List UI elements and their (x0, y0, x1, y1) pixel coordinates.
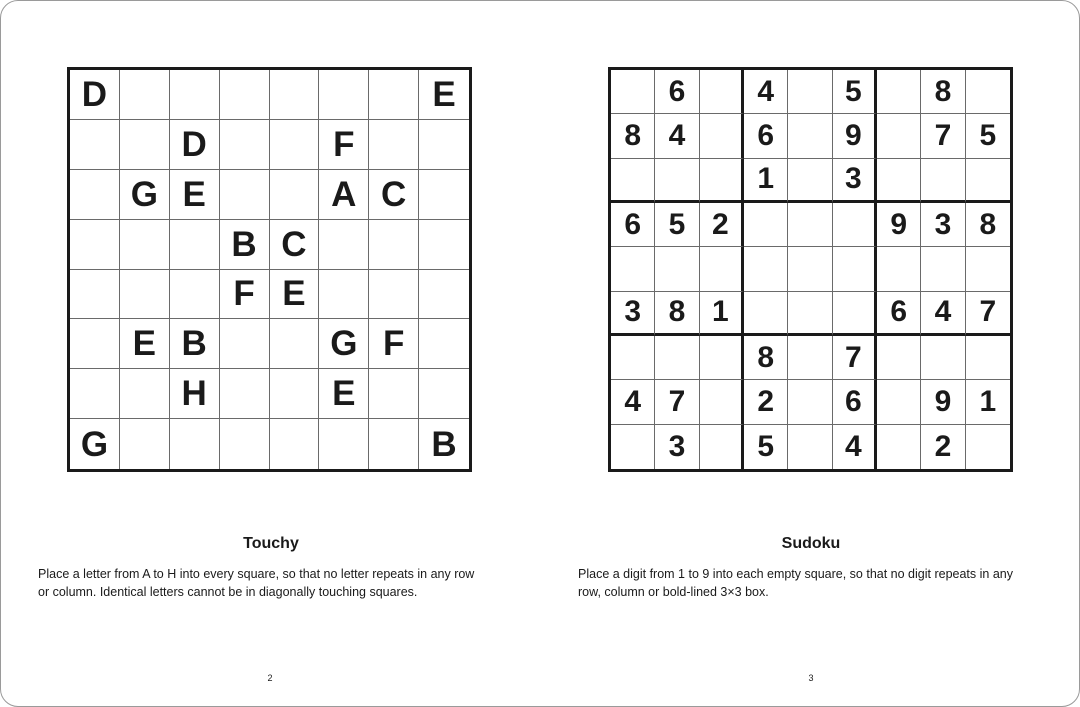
sudoku-cell[interactable] (966, 70, 1010, 114)
sudoku-cell[interactable] (655, 159, 699, 203)
sudoku-cell: 6 (611, 203, 655, 247)
sudoku-cell[interactable] (833, 203, 877, 247)
page-left (1, 1, 541, 706)
touchy-cell[interactable] (270, 319, 320, 369)
touchy-cell[interactable] (319, 419, 369, 469)
touchy-cell: G (319, 319, 369, 369)
sudoku-cell[interactable] (700, 247, 744, 291)
sudoku-cell: 3 (921, 203, 965, 247)
page-number-right: 3 (808, 673, 814, 683)
sudoku-cell[interactable] (611, 425, 655, 469)
sudoku-cell[interactable] (788, 247, 832, 291)
sudoku-cell[interactable] (788, 70, 832, 114)
sudoku-cell[interactable] (833, 247, 877, 291)
sudoku-cell[interactable] (700, 159, 744, 203)
sudoku-cell: 3 (655, 425, 699, 469)
sudoku-cell[interactable] (921, 247, 965, 291)
sudoku-cell[interactable] (966, 425, 1010, 469)
sudoku-cell[interactable] (744, 292, 788, 336)
touchy-cell[interactable] (369, 70, 419, 120)
touchy-cell[interactable] (170, 419, 220, 469)
sudoku-cell: 1 (744, 159, 788, 203)
touchy-cell[interactable] (419, 369, 469, 419)
sudoku-cell: 1 (966, 380, 1010, 424)
sudoku-cell[interactable] (877, 336, 921, 380)
touchy-cell[interactable] (120, 369, 170, 419)
sudoku-cell[interactable] (921, 159, 965, 203)
touchy-cell[interactable] (369, 369, 419, 419)
page-number-left: 2 (267, 673, 273, 683)
touchy-cell[interactable] (120, 419, 170, 469)
touchy-cell: F (319, 120, 369, 170)
sudoku-cell[interactable] (700, 70, 744, 114)
touchy-cell: A (319, 170, 369, 220)
sudoku-cell: 5 (655, 203, 699, 247)
sudoku-cell[interactable] (788, 159, 832, 203)
sudoku-cell: 5 (833, 70, 877, 114)
touchy-cell[interactable] (170, 270, 220, 320)
touchy-cell[interactable] (120, 70, 170, 120)
sudoku-cell[interactable] (966, 247, 1010, 291)
sudoku-cell: 4 (655, 114, 699, 158)
sudoku-grid (608, 67, 1013, 472)
sudoku-cell[interactable] (611, 336, 655, 380)
touchy-cell: H (170, 369, 220, 419)
sudoku-cell: 8 (966, 203, 1010, 247)
touchy-cell[interactable] (220, 170, 270, 220)
sudoku-cell[interactable] (788, 380, 832, 424)
touchy-cell[interactable] (369, 419, 419, 469)
sudoku-cell[interactable] (611, 247, 655, 291)
touchy-cell[interactable] (70, 369, 120, 419)
sudoku-cell: 9 (921, 380, 965, 424)
touchy-grid (67, 67, 472, 472)
sudoku-cell: 6 (655, 70, 699, 114)
sudoku-cell: 4 (921, 292, 965, 336)
touchy-cell[interactable] (319, 270, 369, 320)
touchy-cell[interactable] (270, 369, 320, 419)
touchy-cell[interactable] (369, 120, 419, 170)
sudoku-cell: 8 (744, 336, 788, 380)
sudoku-cell[interactable] (611, 159, 655, 203)
touchy-cell[interactable] (120, 220, 170, 270)
sudoku-cell[interactable] (700, 114, 744, 158)
touchy-cell[interactable] (319, 220, 369, 270)
touchy-cell: E (419, 70, 469, 120)
puzzle-title-sudoku: Sudoku (781, 535, 841, 552)
sudoku-cell: 7 (921, 114, 965, 158)
sudoku-cell: 5 (966, 114, 1010, 158)
puzzle-title-touchy: Touchy (243, 535, 299, 552)
touchy-cell: G (70, 419, 120, 469)
touchy-cell[interactable] (120, 270, 170, 320)
touchy-cell[interactable] (220, 419, 270, 469)
touchy-cell: E (319, 369, 369, 419)
sudoku-cell: 6 (833, 380, 877, 424)
sudoku-cell: 5 (744, 425, 788, 469)
sudoku-cell[interactable] (611, 70, 655, 114)
touchy-cell: E (170, 170, 220, 220)
touchy-cell[interactable] (419, 170, 469, 220)
puzzle-instructions-sudoku: Place a digit from 1 to 9 into each empty square, so that no digit repeats in any row, column or bold-lined 3×3 box. (578, 567, 1013, 599)
sudoku-cell[interactable] (921, 336, 965, 380)
touchy-cell[interactable] (70, 220, 120, 270)
sudoku-cell[interactable] (877, 380, 921, 424)
touchy-cell: F (369, 319, 419, 369)
touchy-cell[interactable] (419, 120, 469, 170)
sudoku-cell: 4 (611, 380, 655, 424)
sudoku-cell[interactable] (877, 70, 921, 114)
sudoku-cell[interactable] (877, 114, 921, 158)
sudoku-cell: 6 (744, 114, 788, 158)
puzzle-instructions-touchy: Place a letter from A to H into every square, so that no letter repeats in any row or column. Identical letters cannot be in diagonally touching squares. (38, 567, 475, 599)
sudoku-cell[interactable] (655, 336, 699, 380)
touchy-cell: G (120, 170, 170, 220)
touchy-cell[interactable] (319, 70, 369, 120)
sudoku-cell[interactable] (966, 159, 1010, 203)
touchy-cell: B (170, 319, 220, 369)
page-right (541, 1, 1080, 706)
touchy-cell[interactable] (70, 120, 120, 170)
touchy-cell[interactable] (170, 220, 220, 270)
sudoku-cell[interactable] (877, 247, 921, 291)
sudoku-cell: 4 (833, 425, 877, 469)
touchy-cell[interactable] (120, 120, 170, 170)
touchy-cell[interactable] (70, 319, 120, 369)
sudoku-cell: 8 (921, 70, 965, 114)
sudoku-cell: 9 (833, 114, 877, 158)
touchy-cell: C (270, 220, 320, 270)
touchy-cell[interactable] (270, 419, 320, 469)
touchy-cell[interactable] (369, 270, 419, 320)
touchy-cell[interactable] (70, 270, 120, 320)
sudoku-cell: 2 (921, 425, 965, 469)
sudoku-cell[interactable] (700, 380, 744, 424)
touchy-cell: C (369, 170, 419, 220)
sudoku-cell[interactable] (744, 247, 788, 291)
sudoku-cell: 2 (744, 380, 788, 424)
sudoku-cell: 9 (877, 203, 921, 247)
touchy-cell[interactable] (170, 70, 220, 120)
sudoku-cell: 3 (833, 159, 877, 203)
touchy-cell[interactable] (270, 170, 320, 220)
touchy-cell[interactable] (270, 70, 320, 120)
sudoku-cell[interactable] (788, 203, 832, 247)
touchy-cell[interactable] (220, 70, 270, 120)
sudoku-cell: 8 (655, 292, 699, 336)
sudoku-cell: 1 (700, 292, 744, 336)
sudoku-cell[interactable] (788, 114, 832, 158)
touchy-cell[interactable] (220, 120, 270, 170)
sudoku-cell: 4 (744, 70, 788, 114)
touchy-cell[interactable] (220, 369, 270, 419)
sudoku-cell[interactable] (877, 425, 921, 469)
sudoku-cell[interactable] (744, 203, 788, 247)
sudoku-cell[interactable] (788, 336, 832, 380)
touchy-cell[interactable] (70, 170, 120, 220)
sudoku-cell: 7 (833, 336, 877, 380)
touchy-cell[interactable] (220, 319, 270, 369)
sudoku-cell[interactable] (877, 159, 921, 203)
sudoku-cell[interactable] (788, 425, 832, 469)
sudoku-cell[interactable] (788, 292, 832, 336)
sudoku-cell[interactable] (700, 425, 744, 469)
sudoku-cell[interactable] (700, 336, 744, 380)
touchy-cell[interactable] (419, 220, 469, 270)
touchy-cell: F (220, 270, 270, 320)
touchy-cell: E (270, 270, 320, 320)
sudoku-cell: 7 (655, 380, 699, 424)
touchy-cell: E (120, 319, 170, 369)
touchy-cell[interactable] (419, 319, 469, 369)
touchy-cell[interactable] (270, 120, 320, 170)
sudoku-cell: 8 (611, 114, 655, 158)
sudoku-cell[interactable] (833, 292, 877, 336)
touchy-cell: B (431, 424, 457, 464)
touchy-cell[interactable] (419, 270, 469, 320)
sudoku-cell: 7 (966, 292, 1010, 336)
touchy-cell: D (170, 120, 220, 170)
touchy-cell: B (220, 220, 270, 270)
touchy-cell[interactable] (369, 220, 419, 270)
touchy-cell: D (70, 70, 120, 120)
sudoku-cell: 3 (611, 292, 655, 336)
sudoku-cell: 2 (700, 203, 744, 247)
sudoku-cell[interactable] (966, 336, 1010, 380)
sudoku-cell[interactable] (655, 247, 699, 291)
sudoku-cell: 6 (877, 292, 921, 336)
